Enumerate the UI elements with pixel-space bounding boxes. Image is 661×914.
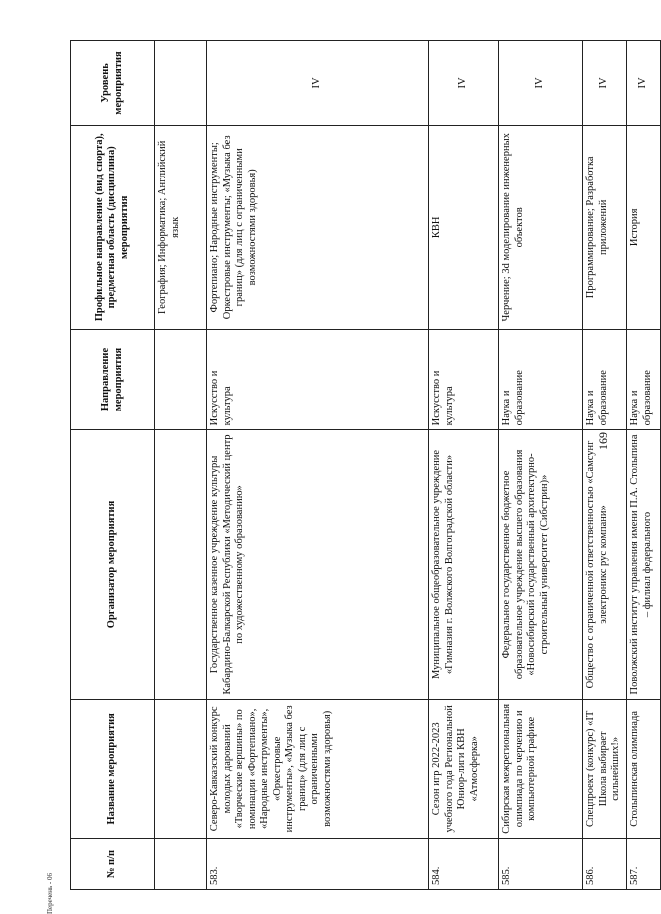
row-name: Сезон игр 2022-2023 учебного года Региональной Юниор-лиги КВН «Атмосферка» (429, 699, 499, 838)
row-profile: Программирование; Разработка приложений (583, 125, 627, 329)
header-name: Название мероприятия (71, 699, 155, 838)
table-row (499, 41, 583, 890)
row-direction: Искусство и культура (207, 329, 429, 430)
row-organizer: Федеральное государственное бюджетное образовательное учреждение высшего образования «Новосибирский государственный архитектурно-строительный университет (Сибстрин)» (499, 430, 583, 699)
table-row (429, 41, 499, 890)
row-level: IV (627, 41, 661, 126)
table-row (627, 41, 661, 890)
row-profile: История (627, 125, 661, 329)
page-number: 169 (596, 432, 610, 450)
table-header-row (71, 41, 155, 890)
table-row (207, 41, 429, 890)
header-level: Уровень мероприятия (71, 41, 155, 126)
prev-row-profile: География; Информатика; Английский язык (155, 125, 207, 329)
events-table (70, 40, 661, 890)
row-num: 587. (627, 839, 661, 890)
row-num: 585. (499, 839, 583, 890)
row-profile: Фортепиано; Народные инструменты; Оркестровые инструменты; «Музыка без границ» (для лиц с ограниченными возможностями здоровья) (207, 125, 429, 329)
row-direction: Наука и образование (583, 329, 627, 430)
row-name: Столыпинская олимпиада (627, 699, 661, 838)
row-profile: КВН (429, 125, 499, 329)
row-level: IV (207, 41, 429, 126)
row-direction: Наука и образование (499, 329, 583, 430)
header-direction: Направление мероприятия (71, 329, 155, 430)
table-row (583, 41, 627, 890)
row-num: 586. (583, 839, 627, 890)
row-direction: Искусство и культура (429, 329, 499, 430)
rotated-sheet (46, 40, 653, 914)
footer-note: Перечень - 06 (46, 873, 54, 914)
row-level: IV (499, 41, 583, 126)
row-organizer: Общество с ограниченной ответственностью «Самсунг электроникс рус компани» (583, 430, 627, 699)
row-level: IV (429, 41, 499, 126)
table-row-continued (155, 41, 207, 890)
row-name: Сибирская межрегиональная олимпиада по черчению и компьютерной графике (499, 699, 583, 838)
header-num: № п/п (71, 839, 155, 890)
row-direction: Наука и образование (627, 329, 661, 430)
header-profile: Профильное направление (вид спорта), предметная область (дисциплина) мероприятия (71, 125, 155, 329)
header-organizer: Организатор мероприятия (71, 430, 155, 699)
prev-row-level (155, 41, 207, 126)
row-level: IV (583, 41, 627, 126)
row-organizer: Государственное казенное учреждение культуры Кабардино-Балкарской Республики «Методический центр по художественному образованию» (207, 430, 429, 699)
row-num: 584. (429, 839, 499, 890)
row-organizer: Поволжский институт управления имени П.А. Столыпина – филиал федерального (627, 430, 661, 699)
row-num: 583. (207, 839, 429, 890)
row-name: Спецпроект (конкурс) «IT Школа выбирает сильнейших!» (583, 699, 627, 838)
row-profile: Черчение; 3d моделирование инженерных объектов (499, 125, 583, 329)
row-organizer: Муниципальное общеобразовательное учреждение «Гимназия г. Волжского Волгоградской области» (429, 430, 499, 699)
row-name: Северо-Кавказский конкурс молодых дарований «Творческие вершины» по номинации «Фортепиано», «Народные инструменты», «Оркестровые инструменты», «Музыка без границ» (для лиц с ограниченными возможностями здоровья) (207, 699, 429, 838)
